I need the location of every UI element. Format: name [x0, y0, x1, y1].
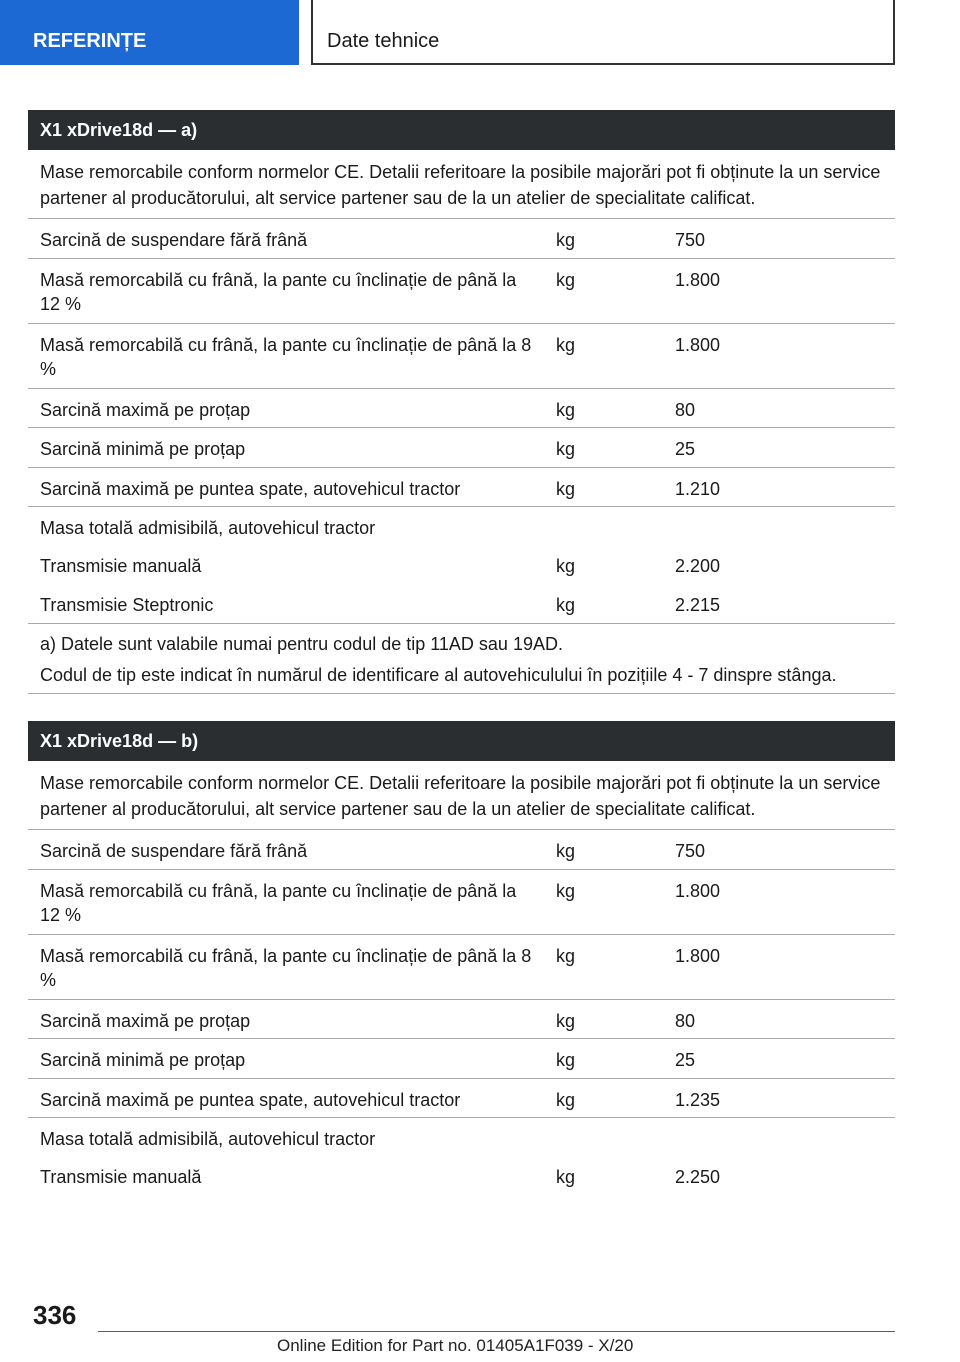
row-value: 2.200 — [675, 556, 721, 576]
row-value: 1.800 — [675, 335, 721, 355]
row-value: 80 — [675, 400, 696, 420]
row-label: Sarcină maximă pe proțap — [40, 400, 251, 420]
row-value: 1.235 — [675, 1090, 721, 1110]
row-label: Sarcină minimă pe proțap — [40, 1050, 246, 1070]
row-unit: kg — [556, 946, 576, 966]
row-label: Transmisie manuală — [40, 556, 202, 576]
table-row — [28, 507, 895, 546]
table-row — [28, 830, 895, 870]
row-value: 750 — [675, 230, 706, 250]
table-row — [28, 389, 895, 428]
table-row — [28, 870, 895, 935]
table-notes — [28, 624, 895, 694]
table-title: X1 xDrive18d — b) — [28, 721, 895, 761]
row-value: 2.250 — [675, 1167, 721, 1187]
row-value: 2.215 — [675, 595, 721, 615]
row-unit: kg — [556, 1167, 576, 1187]
row-label: Masa totală admisibilă, autovehicul tractor — [40, 518, 376, 538]
spec-table-b — [28, 721, 895, 1196]
footnote: Codul de tip este indicat în numărul de identificare al autovehiculului în pozițiile 4 - 7 dinspre stânga. — [40, 665, 837, 685]
row-value: 1.800 — [675, 270, 721, 290]
row-unit: kg — [556, 479, 576, 499]
table-row — [28, 1157, 895, 1196]
row-unit: kg — [556, 881, 576, 901]
row-value: 1.800 — [675, 946, 721, 966]
section-tab: REFERINȚE — [0, 0, 299, 65]
row-value: 80 — [675, 1011, 696, 1031]
row-value: 25 — [675, 1050, 696, 1070]
page-number: 336 — [33, 1300, 77, 1330]
spec-table-a — [28, 110, 895, 694]
row-unit: kg — [556, 1090, 576, 1110]
row-label: Masă remorcabilă cu frână, la pante cu înclinație de până la 12 % — [40, 270, 517, 314]
edition-footer: Online Edition for Part no. 01405A1F039 - X/20 — [277, 1336, 634, 1355]
row-label: Sarcină maximă pe puntea spate, autovehicul tractor — [40, 479, 461, 499]
row-label: Sarcină de suspendare fără frână — [40, 230, 308, 250]
table-row — [28, 428, 895, 468]
table-description: Mase remorcabile conform normelor CE. Detalii referitoare la posibile majorări pot fi obținute la un service partener al producătorului, alt service partener sau de la un atelier de specialitate calificat. — [28, 761, 895, 830]
row-unit: kg — [556, 841, 576, 861]
row-label: Sarcină maximă pe puntea spate, autovehicul tractor — [40, 1090, 461, 1110]
table-row — [28, 1000, 895, 1039]
row-unit: kg — [556, 335, 576, 355]
table-row — [28, 468, 895, 507]
row-unit: kg — [556, 439, 576, 459]
table-row — [28, 585, 895, 624]
row-value: 1.800 — [675, 881, 721, 901]
row-value: 1.210 — [675, 479, 721, 499]
row-value: 25 — [675, 439, 696, 459]
row-label: Sarcină minimă pe proțap — [40, 439, 246, 459]
row-value: 750 — [675, 841, 706, 861]
table-row — [28, 259, 895, 324]
table-description: Mase remorcabile conform normelor CE. Detalii referitoare la posibile majorări pot fi obținute la un service partener al producătorului, alt service partener sau de la un atelier de specialitate calificat. — [28, 150, 895, 219]
table-row — [28, 546, 895, 585]
table-row — [28, 1118, 895, 1157]
footnote: a) Datele sunt valabile numai pentru codul de tip 11AD sau 19AD. — [40, 634, 563, 654]
row-label: Masa totală admisibilă, autovehicul tractor — [40, 1129, 376, 1149]
table-row — [28, 1039, 895, 1079]
row-unit: kg — [556, 556, 576, 576]
row-label: Sarcină de suspendare fără frână — [40, 841, 308, 861]
row-label: Masă remorcabilă cu frână, la pante cu înclinație de până la 12 % — [40, 881, 517, 925]
row-unit: kg — [556, 1050, 576, 1070]
table-row — [28, 1079, 895, 1118]
table-row — [28, 935, 895, 1000]
row-label: Sarcină maximă pe proțap — [40, 1011, 251, 1031]
row-label: Transmisie Steptronic — [40, 595, 214, 615]
row-unit: kg — [556, 400, 576, 420]
row-unit: kg — [556, 270, 576, 290]
row-unit: kg — [556, 595, 576, 615]
row-label: Masă remorcabilă cu frână, la pante cu înclinație de până la 8 % — [40, 946, 532, 990]
footer-divider — [98, 1331, 895, 1332]
chapter-title: Date tehnice — [311, 0, 895, 65]
table-row — [28, 219, 895, 259]
row-unit: kg — [556, 1011, 576, 1031]
row-label: Masă remorcabilă cu frână, la pante cu înclinație de până la 8 % — [40, 335, 532, 379]
table-row — [28, 324, 895, 389]
row-unit: kg — [556, 230, 576, 250]
table-title: X1 xDrive18d — a) — [28, 110, 895, 150]
row-label: Transmisie manuală — [40, 1167, 202, 1187]
